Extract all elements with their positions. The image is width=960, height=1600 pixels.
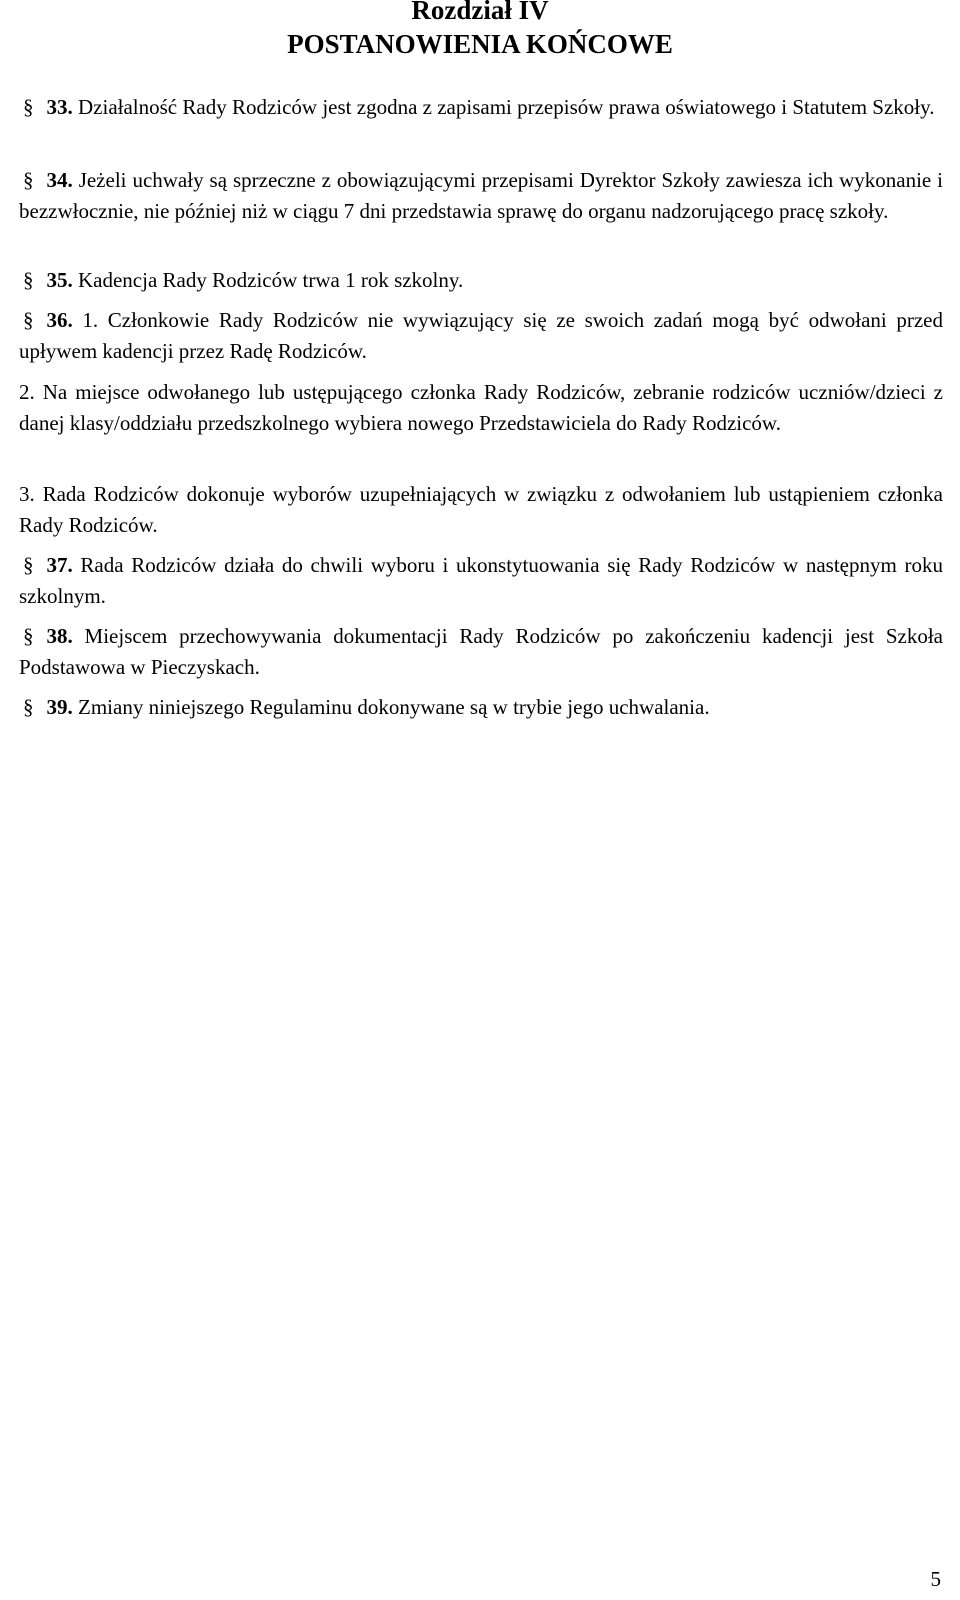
paragraph-text: 1. Członkowie Rady Rodziców nie wywiązujący się ze swoich zadań mogą być odwołani przed upływem kadencji przez Radę Rodziców. bbox=[19, 308, 943, 363]
chapter-title: POSTANOWIENIA KOŃCOWE bbox=[287, 29, 673, 59]
paragraph-text: 3. Rada Rodziców dokonuje wyborów uzupełniających w związku z odwołaniem lub ustąpieniem członka Rady Rodziców. bbox=[19, 482, 943, 537]
paragraph-text: Miejscem przechowywania dokumentacji Rady Rodziców po zakończeniu kadencji jest Szkoła Podstawowa w Pieczyskach. bbox=[19, 624, 943, 679]
section-sign: § bbox=[23, 95, 34, 119]
paragraph-text: Rada Rodziców działa do chwili wyboru i ukonstytuowania się Rady Rodziców w następnym roku szkolnym. bbox=[19, 553, 943, 608]
chapter-heading: Rozdział IV bbox=[411, 0, 549, 25]
paragraph-33 bbox=[19, 92, 943, 123]
paragraph-text: 2. Na miejsce odwołanego lub ustępującego członka Rady Rodziców, zebranie rodziców uczniów/dzieci z danej klasy/oddziału przedszkolnego wybiera nowego Przedstawiciela do Rady Rodziców. bbox=[19, 380, 943, 435]
section-sign: § bbox=[23, 168, 34, 192]
paragraph-number: 39. bbox=[46, 695, 73, 719]
paragraph-number: 37. bbox=[46, 553, 73, 577]
paragraph-number: 36. bbox=[46, 308, 73, 332]
paragraph-36-point-3 bbox=[19, 479, 943, 540]
paragraph-number: 34. bbox=[46, 168, 73, 192]
paragraph-number: 35. bbox=[46, 268, 73, 292]
paragraph-text: Działalność Rady Rodziców jest zgodna z zapisami przepisów prawa oświatowego i Statutem Szkoły. bbox=[72, 95, 935, 119]
paragraph-38 bbox=[19, 621, 943, 682]
paragraph-39 bbox=[19, 692, 943, 723]
paragraph-text: Kadencja Rady Rodziców trwa 1 rok szkolny. bbox=[72, 268, 464, 292]
paragraph-number: 33. bbox=[46, 95, 73, 119]
paragraph-36 bbox=[19, 305, 943, 366]
section-sign: § bbox=[23, 308, 34, 332]
paragraph-number: 38. bbox=[46, 624, 73, 648]
section-sign: § bbox=[23, 624, 34, 648]
section-sign: § bbox=[23, 695, 34, 719]
paragraph-text: Zmiany niniejszego Regulaminu dokonywane są w trybie jego uchwalania. bbox=[72, 695, 710, 719]
paragraph-37 bbox=[19, 550, 943, 611]
paragraph-34 bbox=[19, 165, 943, 226]
paragraph-35 bbox=[19, 265, 943, 296]
paragraph-text: Jeżeli uchwały są sprzeczne z obowiązującymi przepisami Dyrektor Szkoły zawiesza ich wykonanie i bezzwłocznie, nie później niż w ciągu 7 dni przedstawia sprawę do organu nadzorującego pracę szkoły. bbox=[19, 168, 943, 223]
section-sign: § bbox=[23, 553, 34, 577]
page-number: 5 bbox=[930, 1567, 941, 1591]
paragraph-36-point-2 bbox=[19, 377, 943, 438]
section-sign: § bbox=[23, 268, 34, 292]
